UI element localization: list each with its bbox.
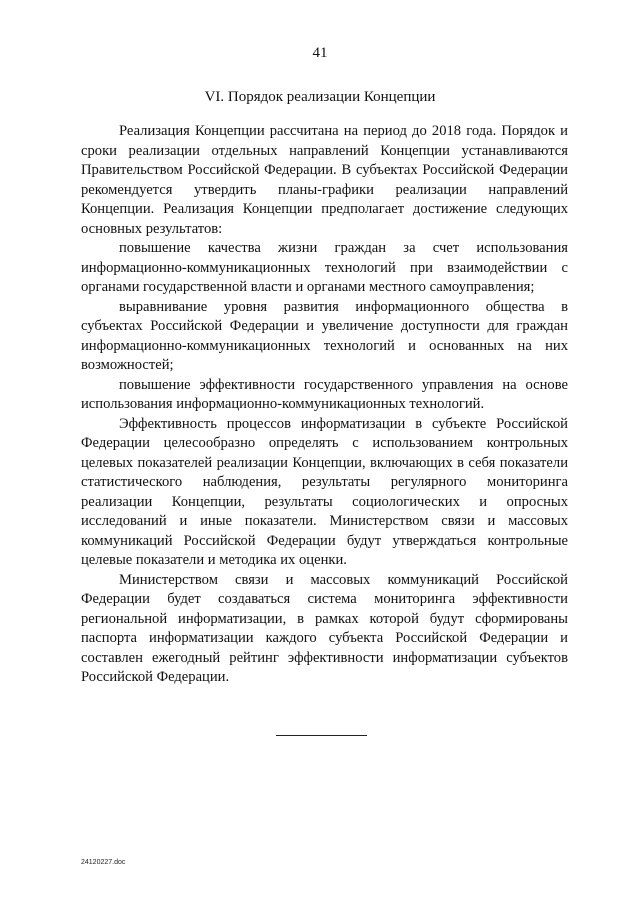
- section-heading: VI. Порядок реализации Концепции: [204, 89, 436, 105]
- body-text: [81, 122, 568, 688]
- page-number: 41: [312, 45, 328, 61]
- document-code: 24120227.doc: [81, 859, 126, 866]
- paragraph-result-governance-efficiency: повышение эффективности государственного управления на основе использования информационно-коммуникационных технологий.: [81, 376, 568, 412]
- paragraph-result-regional-equalization: выравнивание уровня развития информационного общества в субъектах Российской Федерации и увеличение доступности для граждан информационно-коммуникационных технологий и основанных на них возможностей;: [81, 298, 568, 373]
- paragraph-effectiveness-indicators: Эффективность процессов информатизации в субъекте Российской Федерации целесообразно определять с использованием контрольных целевых показателей реализации Концепции, включающих в себя показатели статистического наблюдения, результаты регулярного мониторинга реализации Концепции, результаты социологических и опросных исследований и иные показатели. Министерством связи и массовых коммуникаций Российской Федерации будут утверждаться контрольные целевые показатели и методика их оценки.: [81, 415, 568, 568]
- paragraph-monitoring-system: Министерством связи и массовых коммуникаций Российской Федерации будет создаваться система мониторинга эффективности региональной информатизации, в рамках которой будут сформированы паспорта информатизации каждого субъекта Российской Федерации и составлен ежегодный рейтинг эффективности информатизации субъектов Российской Федерации.: [81, 571, 568, 685]
- paragraph-implementation-period: Реализация Концепции рассчитана на период до 2018 года. Порядок и сроки реализации отдельных направлений Концепции устанавливаются Правительством Российской Федерации. В субъектах Российской Федерации рекомендуется утвердить планы-графики реализации направлений Концепции. Реализация Концепции предполагает достижение следующих основных результатов:: [81, 123, 568, 237]
- end-divider: [276, 735, 367, 736]
- paragraph-result-quality-of-life: повышение качества жизни граждан за счет использования информационно-коммуникационных технологий при взаимодействии с органами государственной власти и органами местного самоуправления;: [81, 240, 568, 295]
